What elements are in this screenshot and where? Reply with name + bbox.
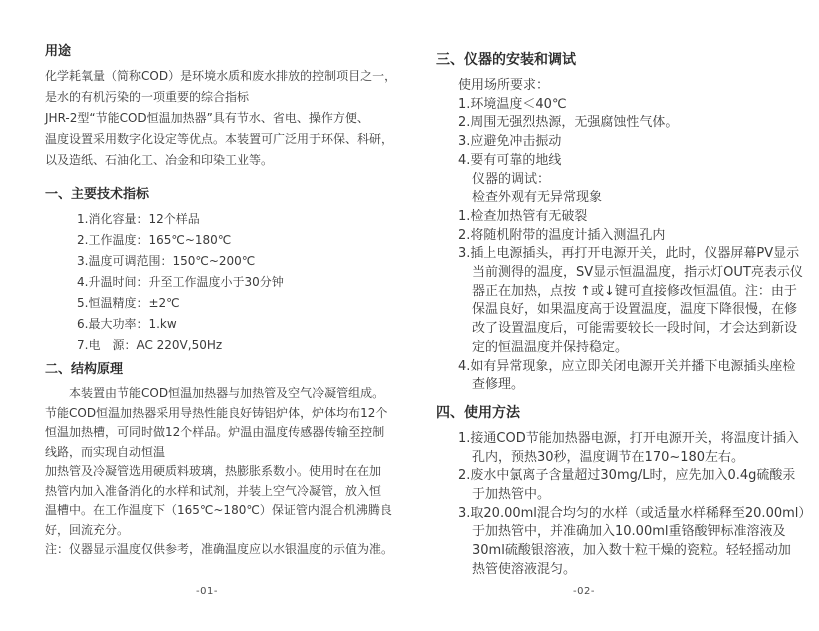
principle-line: 加热管及冷凝管选用硬质料玻璃，热膨胀系数小。使用时在在加 bbox=[45, 464, 382, 478]
usage-line: 于加热管中。 bbox=[472, 487, 551, 503]
purpose-line: JHR-2型“节能COD恒温加热器”具有节水、省电、操作方便、 bbox=[45, 111, 369, 125]
principle-line: 好，回流充分。 bbox=[45, 522, 130, 537]
install-line: 查修理。 bbox=[472, 377, 525, 393]
usage-line: 1.接通COD节能加热器电源，打开电源开关，将温度计插入 bbox=[458, 430, 799, 446]
spec-item: 4.升温时间：升至工作温度小于30分钟 bbox=[77, 275, 284, 289]
install-line: 器正在加热，点按 ↑或↓键可直接修改恒温值。注：由于 bbox=[472, 283, 797, 299]
install-line: 改了设置温度后，可能需要较长一段时间，才会达到新设 bbox=[472, 321, 798, 337]
purpose-line: 以及造纸、石油化工、冶金和印染工业等。 bbox=[45, 153, 274, 167]
install-line: 仪器的调试： bbox=[472, 171, 551, 187]
page-number-right: -02- bbox=[573, 586, 595, 597]
spec-item: 2.工作温度：165℃~180℃ bbox=[77, 233, 232, 247]
install-line: 1.检查加热管有无破裂 bbox=[458, 208, 588, 224]
usage-line: 3.取20.00ml混合均匀的水样（或适量水样稀释至20.00ml） bbox=[458, 505, 812, 521]
section-heading-install: 三、仪器的安装和调试 bbox=[436, 52, 576, 68]
principle-line: 本装置由节能COD恒温加热器与加热管及空气冷凝管组成。 bbox=[69, 386, 385, 400]
usage-line: 2.废水中氯离子含量超过30mg/L时，应先加入0.4g硫酸汞 bbox=[458, 468, 796, 484]
spec-item: 6.最大功率：1.kw bbox=[77, 317, 177, 331]
principle-line: 节能COD恒温加热器采用导热性能良好铸铝炉体，炉体均布12个 bbox=[45, 405, 388, 420]
principle-line: 温槽中。在工作温度下（165℃~180℃）保证管内混合机沸腾良 bbox=[45, 503, 392, 517]
section-heading-specs: 一、主要技术指标 bbox=[45, 187, 150, 202]
install-line: 检查外观有无异常现象 bbox=[472, 190, 603, 206]
install-line: 2.周围无强烈热源，无强腐蚀性气体。 bbox=[458, 115, 679, 131]
install-line: 1.环境温度＜40℃ bbox=[458, 96, 567, 112]
install-line: 保温良好，如果温度高于设置温度，温度下降很慢，在修 bbox=[472, 302, 798, 318]
purpose-line: 化学耗氧量（简称COD）是环境水质和废水排放的控制项目之一， bbox=[45, 69, 397, 83]
purpose-line: 温度设置采用数字化设定等优点。本装置可广泛用于环保、科研， bbox=[45, 132, 394, 146]
section-heading-principle: 二、结构原理 bbox=[45, 362, 124, 377]
principle-line: 线路，而实现自动恒温 bbox=[45, 444, 166, 459]
purpose-line: 是水的有机污染的一项重要的综合指标 bbox=[45, 90, 250, 104]
install-line: 使用场所要求： bbox=[458, 78, 550, 93]
principle-note: 注：仪器显示温度仅供参考，准确温度应以水银温度的示值为准。 bbox=[45, 542, 394, 556]
install-line: 4.如有异常现象，应立即关闭电源开关并播下电源插头座检 bbox=[458, 358, 796, 374]
usage-line: 孔内，预热30秒，温度调节在170~180左右。 bbox=[472, 449, 745, 465]
page-number-left: -01- bbox=[196, 586, 218, 597]
install-line: 4.要有可靠的地线 bbox=[458, 152, 562, 168]
right-page bbox=[436, 50, 812, 580]
install-line: 定的恒温温度并保持稳定。 bbox=[472, 339, 629, 355]
spec-item: 7.电 源：AC 220V,50Hz bbox=[77, 338, 223, 352]
section-heading-usage: 四、使用方法 bbox=[436, 404, 520, 421]
left-page bbox=[45, 42, 395, 560]
install-line: 当前测得的温度，SV显示恒温温度，指示灯OUT亮表示仪 bbox=[472, 265, 803, 281]
usage-line: 热管使溶液混匀。 bbox=[472, 561, 577, 577]
section-heading-purpose: 用途 bbox=[45, 44, 72, 59]
principle-line: 恒温加热槽，可同时做12个样品。炉温由温度传感器传输至控制 bbox=[45, 425, 385, 439]
install-line: 3.插上电源插头，再打开电源开关，此时，仪器屏幕PV显示 bbox=[458, 246, 800, 262]
usage-line: 于加热管中，并准确加入10.00ml重铬酸钾标准溶液及 bbox=[472, 524, 786, 540]
install-line: 3.应避免冲击振动 bbox=[458, 134, 562, 150]
spec-item: 3.温度可调范围：150℃~200℃ bbox=[77, 254, 256, 268]
install-line: 2.将随机附带的温度计插入测温孔内 bbox=[458, 227, 666, 243]
spec-item: 1.消化容量：12个样品 bbox=[77, 212, 200, 226]
spec-item: 5.恒温精度：±2℃ bbox=[77, 296, 180, 310]
usage-line: 30ml硫酸银溶液，加入数十粒干燥的瓷粒。轻轻摇动加 bbox=[472, 543, 791, 559]
principle-line: 热管内加入准备消化的水样和试剂，并装上空气冷凝管，放入恒 bbox=[45, 483, 382, 498]
